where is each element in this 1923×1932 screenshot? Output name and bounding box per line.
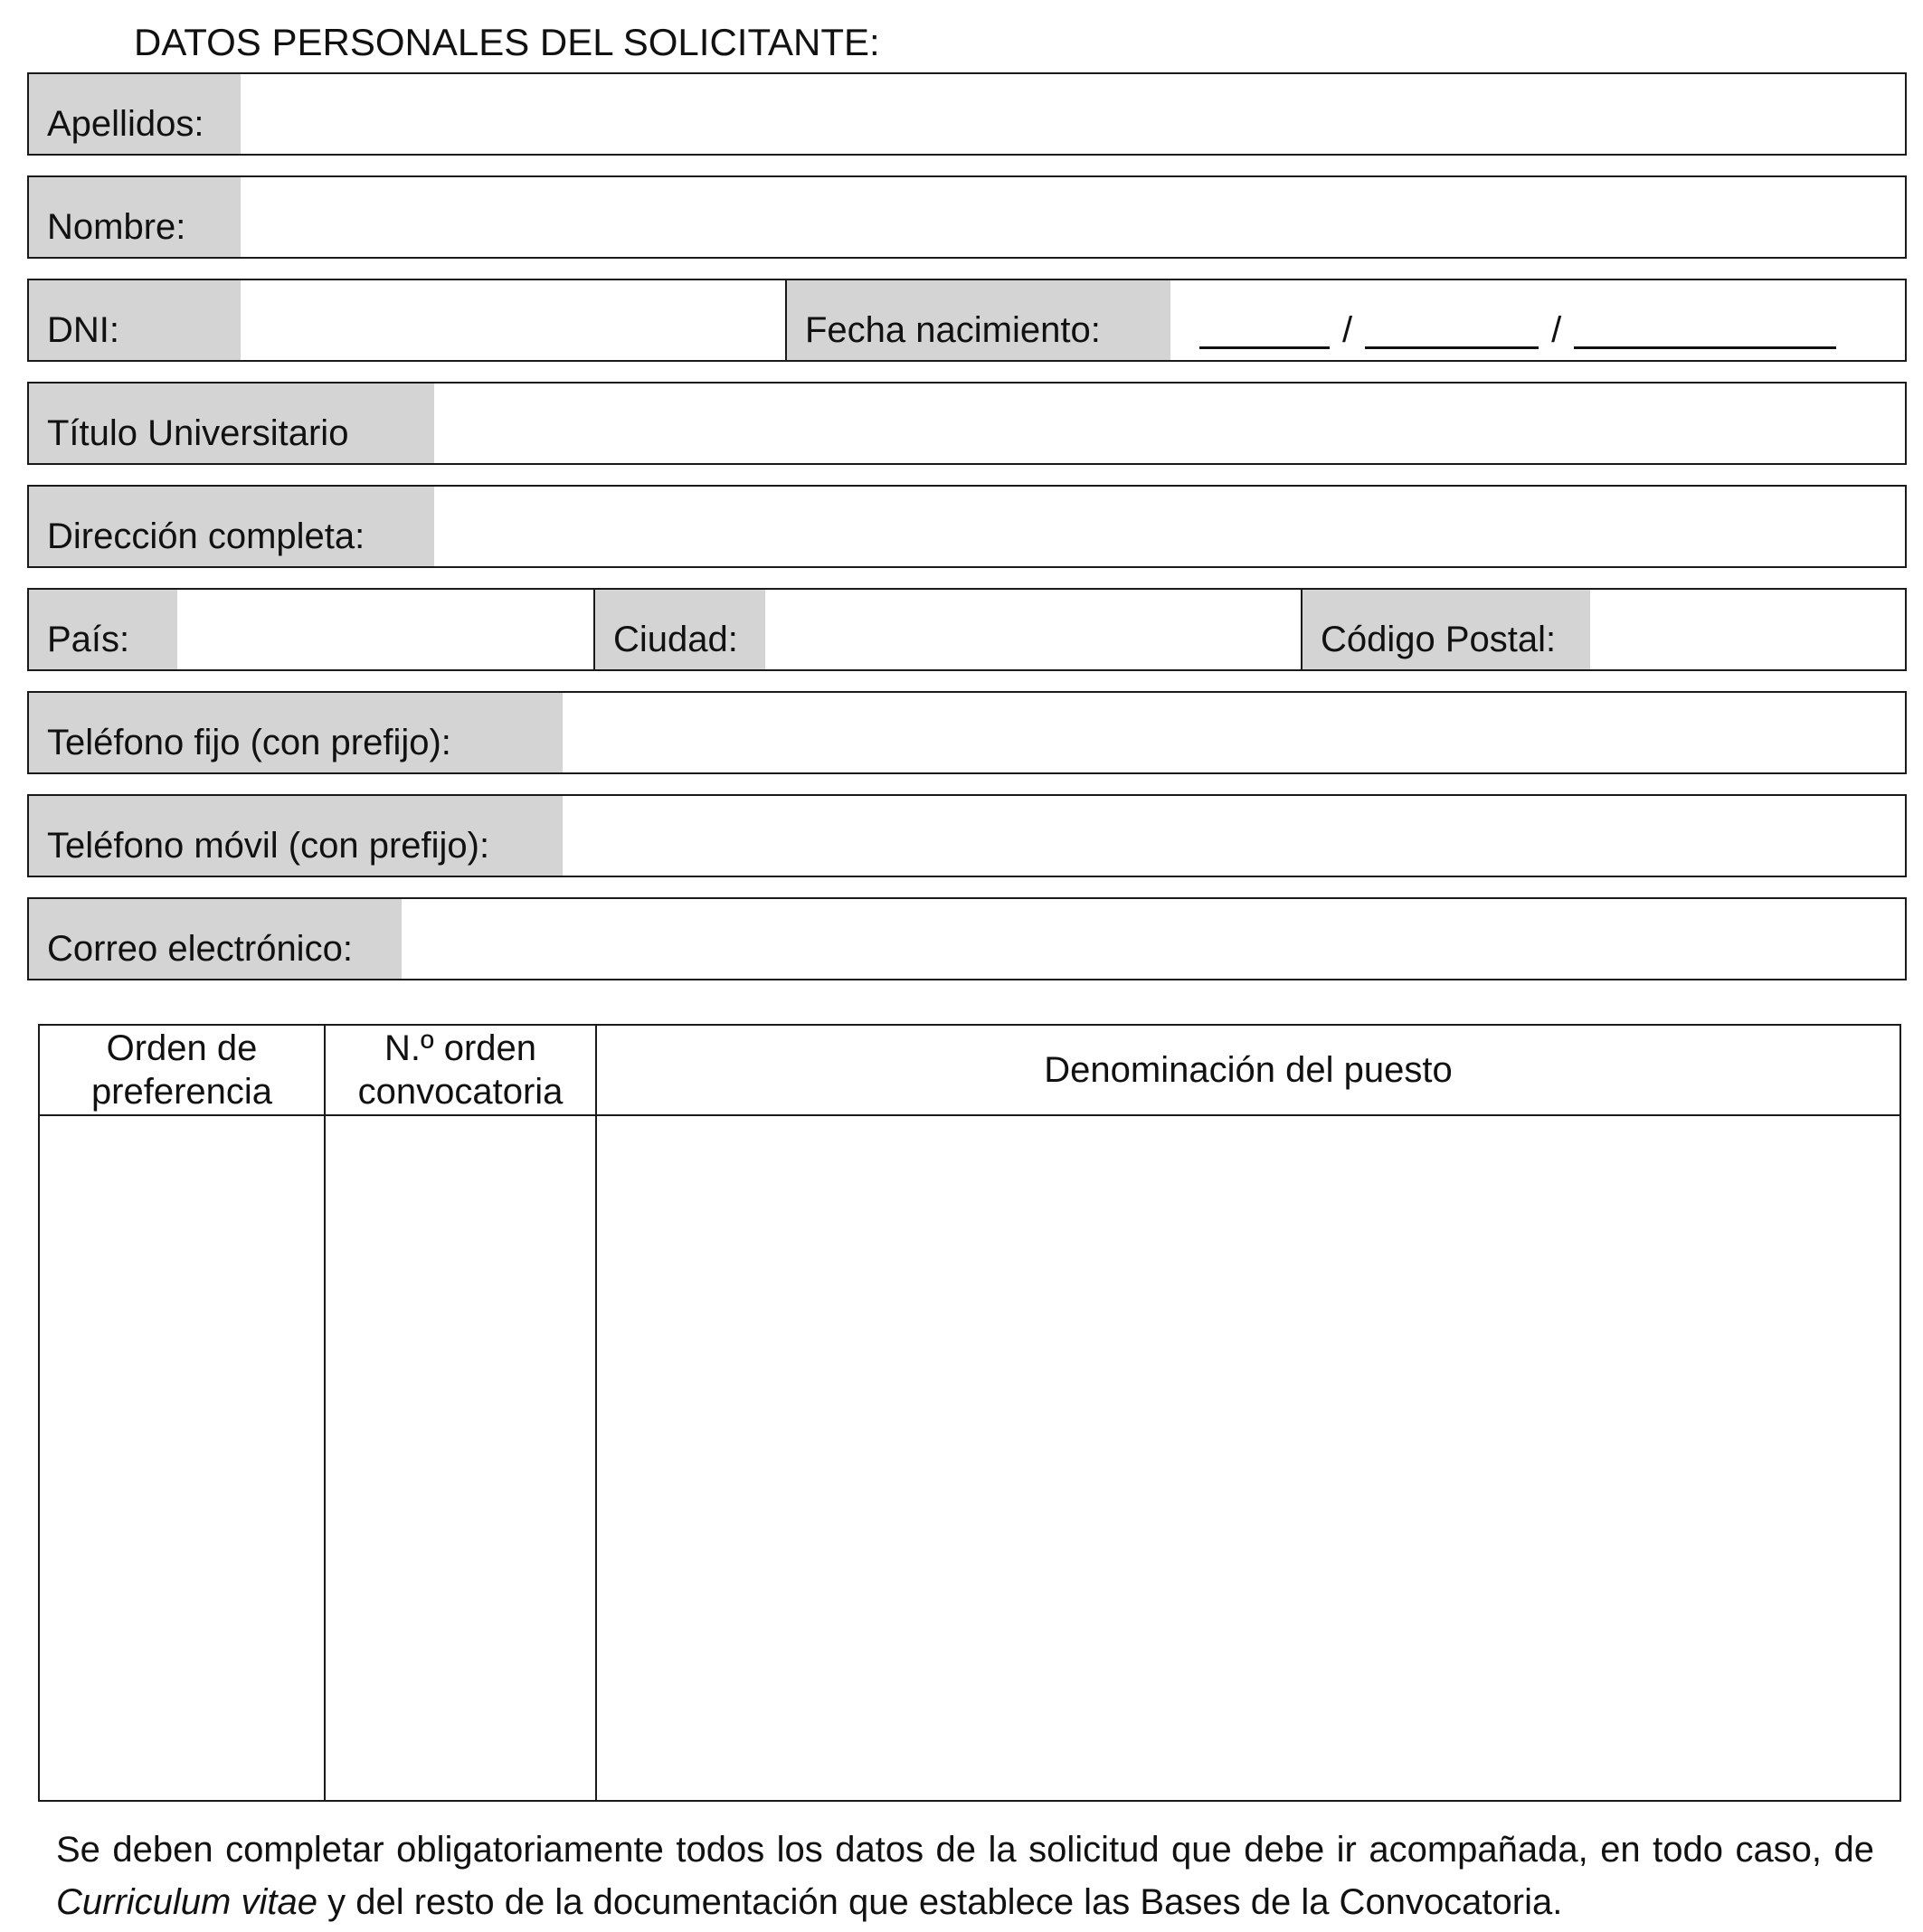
row-dni-fecha — [27, 279, 1907, 362]
fecha-nacimiento-field[interactable] — [1170, 280, 1836, 360]
apellidos-label: Apellidos: — [29, 74, 241, 154]
codigo-postal-input[interactable] — [1590, 590, 1905, 669]
note-text-2: y del resto de la documentación que establece las Bases de la Convocatoria. — [317, 1882, 1563, 1922]
dni-input[interactable] — [241, 280, 785, 360]
codigo-postal-label: Código Postal: — [1303, 590, 1590, 669]
titulo-label: Título Universitario — [29, 384, 434, 463]
row-telefono-fijo — [27, 691, 1907, 774]
fecha-month-line[interactable] — [1365, 310, 1539, 349]
correo-label: Correo electrónico: — [29, 899, 402, 979]
row-titulo — [27, 382, 1907, 465]
col-numero-orden — [324, 1026, 595, 1800]
row-nombre — [27, 175, 1907, 259]
row-pais-ciudad-cp — [27, 588, 1907, 671]
telefono-fijo-input[interactable] — [563, 693, 1905, 772]
pais-label: País: — [29, 590, 177, 669]
preferences-table — [38, 1024, 1901, 1802]
telefono-movil-input[interactable] — [563, 796, 1905, 876]
direccion-label: Dirección completa: — [29, 487, 434, 566]
header-orden-preferencia-line2: preferencia — [90, 1072, 273, 1112]
header-numero-orden — [326, 1026, 595, 1116]
telefono-movil-label: Teléfono móvil (con prefijo): — [29, 796, 563, 876]
denominacion-cell[interactable] — [597, 1116, 1899, 1800]
header-orden-preferencia — [40, 1026, 324, 1116]
header-orden-preferencia-line1: Orden de — [106, 1028, 258, 1068]
header-numero-orden-line1: N.º orden — [384, 1028, 536, 1068]
dni-label: DNI: — [29, 280, 241, 360]
ciudad-input[interactable] — [765, 590, 1301, 669]
fecha-day-line[interactable] — [1199, 310, 1330, 349]
col-denominacion — [595, 1026, 1899, 1800]
fecha-nacimiento-label: Fecha nacimiento: — [787, 280, 1170, 360]
pais-input[interactable] — [177, 590, 593, 669]
note-text-1: Se deben completar obligatoriamente todos los datos de la solicitud que debe ir acompañada, en todo caso, de — [56, 1830, 1874, 1870]
apellidos-input[interactable] — [241, 74, 1905, 154]
section-heading: DATOS PERSONALES DEL SOLICITANTE: — [134, 21, 880, 63]
note-italic: Curriculum vitae — [56, 1882, 317, 1922]
direccion-input[interactable] — [434, 487, 1905, 566]
fecha-year-line[interactable] — [1574, 310, 1836, 349]
orden-preferencia-cell[interactable] — [40, 1116, 324, 1800]
correo-input[interactable] — [402, 899, 1905, 979]
instructions-note — [56, 1823, 1874, 1928]
row-correo — [27, 897, 1907, 980]
fecha-separator: / — [1342, 310, 1353, 350]
row-direccion — [27, 485, 1907, 568]
nombre-label: Nombre: — [29, 177, 241, 257]
nombre-input[interactable] — [241, 177, 1905, 257]
fecha-separator: / — [1551, 310, 1562, 350]
col-orden-preferencia — [40, 1026, 324, 1800]
numero-orden-cell[interactable] — [326, 1116, 595, 1800]
header-denominacion: Denominación del puesto — [597, 1026, 1899, 1116]
titulo-input[interactable] — [434, 384, 1905, 463]
header-numero-orden-line2: convocatoria — [357, 1072, 564, 1112]
row-telefono-movil — [27, 794, 1907, 877]
row-apellidos — [27, 72, 1907, 156]
telefono-fijo-label: Teléfono fijo (con prefijo): — [29, 693, 563, 772]
ciudad-label: Ciudad: — [595, 590, 765, 669]
